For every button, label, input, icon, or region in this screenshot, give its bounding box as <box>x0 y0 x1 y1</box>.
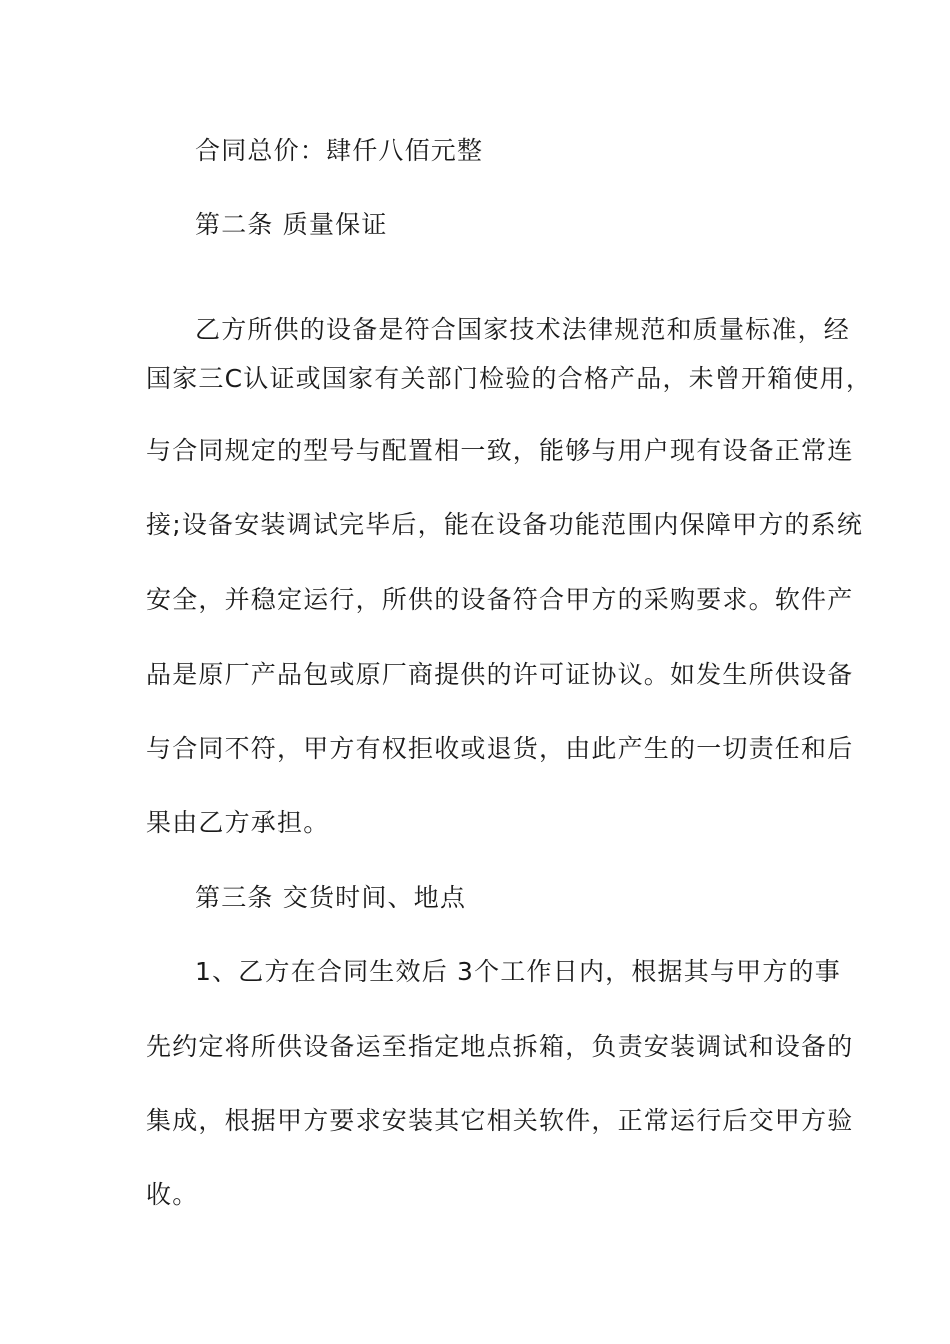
article-3-text-line: 1、乙方在合同生效后 3个工作日内，根据其与甲方的事 <box>195 957 841 986</box>
article-2-text-line: 接;设备安装调试完毕后，能在设备功能范围内保障甲方的系统 <box>146 510 864 539</box>
article-3-heading: 第三条 交货时间、地点 <box>195 883 467 912</box>
article-2-text-line: 果由乙方承担。 <box>146 808 330 837</box>
article-2-text-line: 安全，并稳定运行，所供的设备符合甲方的采购要求。软件产 <box>146 585 854 614</box>
article-2-text-line: 与合同不符，甲方有权拒收或退货，由此产生的一切责任和后 <box>146 734 854 763</box>
article-3-text-line: 收。 <box>146 1180 199 1209</box>
article-2-text-line: 品是原厂产品包或原厂商提供的许可证协议。如发生所供设备 <box>146 660 854 689</box>
total-price-line: 合同总价：肆仟八佰元整 <box>195 136 484 165</box>
article-2-text-line: 与合同规定的型号与配置相一致，能够与用户现有设备正常连 <box>146 436 854 465</box>
article-2-text-line: 乙方所供的设备是符合国家技术法律规范和质量标准，经 <box>195 315 851 344</box>
article-2-heading: 第二条 质量保证 <box>195 210 388 239</box>
article-3-text-line: 先约定将所供设备运至指定地点拆箱，负责安装调试和设备的 <box>146 1032 854 1061</box>
article-2-text-line: 国家三C认证或国家有关部门检验的合格产品，未曾开箱使用， <box>146 364 873 393</box>
article-3-text-line: 集成，根据甲方要求安装其它相关软件，正常运行后交甲方验 <box>146 1106 854 1135</box>
